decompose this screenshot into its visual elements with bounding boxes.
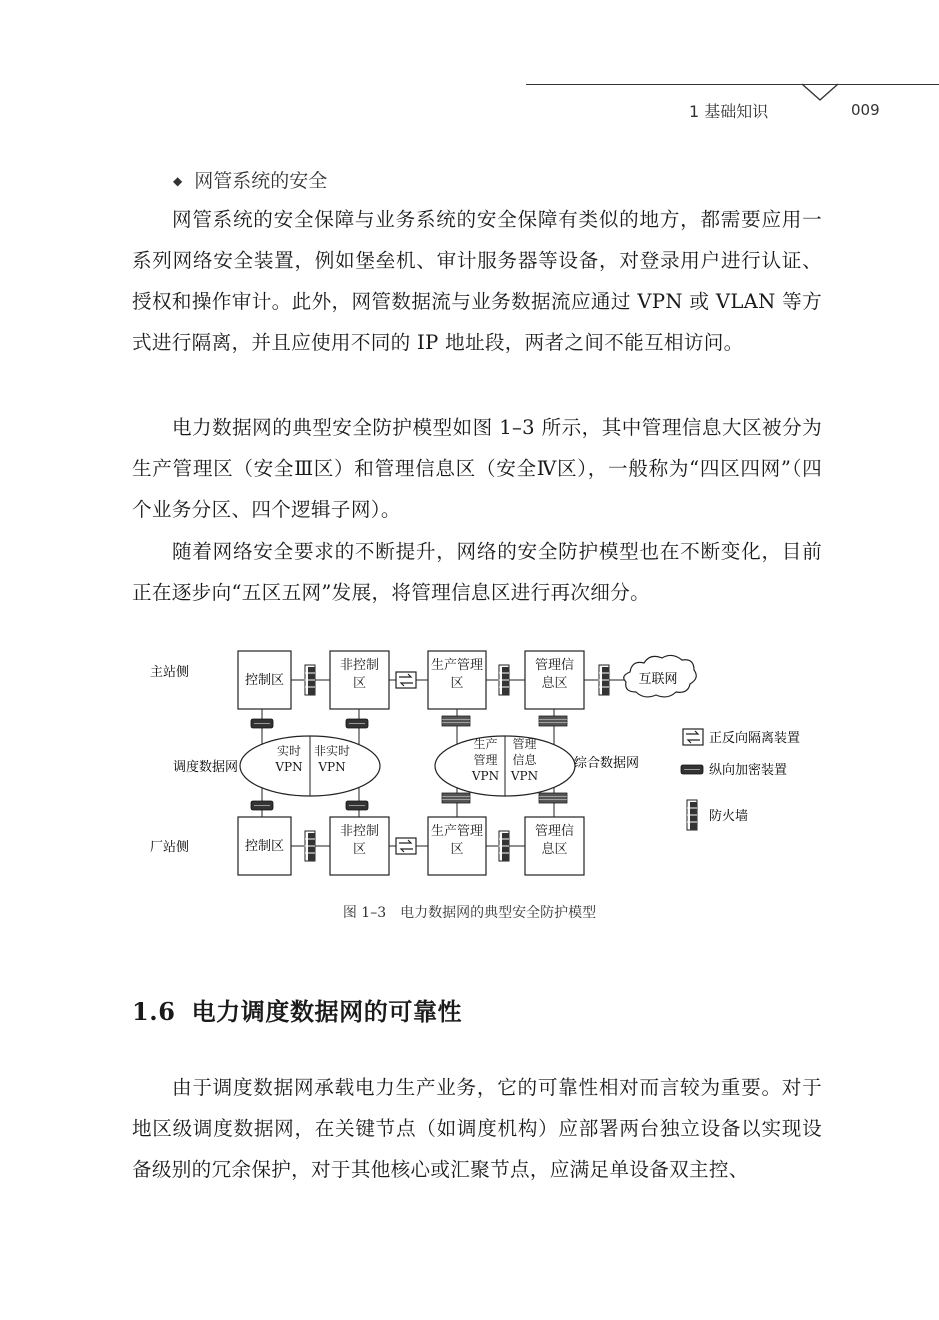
zone-main-production: 生产管理区 — [431, 658, 484, 691]
header-notch — [800, 78, 840, 104]
header-rule — [526, 84, 939, 85]
section-title: 电力调度数据网的可靠性 — [191, 997, 463, 1026]
figure-caption — [0, 902, 939, 922]
zone-main-control: 控制区 — [244, 673, 285, 688]
label-main-station: 主站侧 — [150, 665, 190, 680]
zone-plant-production: 生产管理区 — [431, 824, 484, 857]
figure-number: 图 1–3 — [342, 905, 387, 921]
zone-plant-noncontrol: 非控制区 — [339, 824, 379, 857]
firewall-icon — [305, 831, 315, 861]
vpn-management: 管理信息VPN — [510, 737, 539, 783]
firewall-icon — [499, 831, 509, 861]
firewall-icon — [305, 665, 315, 695]
internet-cloud: 互联网 — [638, 672, 678, 687]
zone-main-noncontrol: 非控制区 — [339, 658, 379, 691]
zone-plant-management: 管理信息区 — [534, 824, 574, 857]
firewall-icon — [499, 665, 509, 695]
rack-device-icon — [539, 716, 567, 726]
firewall-icon — [687, 800, 697, 830]
legend-isolation: 正反向隔离装置 — [709, 731, 801, 746]
paragraph: 网管系统的安全保障与业务系统的安全保障有类似的地方，都需要应用一系列网络安全装置，例如堡垒机、审计服务器等设备，对登录用户进行认证、授权和操作审计。此外，网管数据流与业务数据流应通过 VPN 或 VLAN 等方式进行隔离，并且应使用不同的 IP 地址段，两者之间不能互相访问。 — [132, 208, 822, 354]
paragraph: 随着网络安全要求的不断提升，网络的安全防护模型也在不断变化，目前正在逐步向“五区五网”发展，将管理信息区进行再次细分。 — [132, 540, 822, 604]
section-heading — [132, 992, 462, 1027]
encryption-device-icon — [681, 765, 703, 774]
section-number: 1.6 — [132, 997, 176, 1026]
encryption-device-icon — [346, 719, 368, 728]
bullet-heading-text: 网管系统的安全 — [194, 170, 328, 192]
page-number: 009 — [851, 101, 880, 119]
rack-device-icon — [442, 716, 470, 726]
figure-caption-text: 电力数据网的典型安全防护模型 — [400, 905, 597, 921]
label-integrated-net: 综合数据网 — [574, 756, 640, 771]
encryption-device-icon — [251, 719, 273, 728]
encryption-device-icon — [251, 801, 273, 810]
legend-firewall: 防火墙 — [709, 809, 749, 824]
isolation-device-icon — [396, 838, 416, 854]
label-plant-station: 厂站侧 — [150, 840, 190, 855]
legend-encryption: 纵向加密装置 — [709, 763, 788, 778]
vpn-production: 生产管理VPN — [471, 737, 500, 783]
label-dispatch-net: 调度数据网 — [173, 760, 239, 775]
bullet-heading — [173, 166, 327, 193]
security-model-diagram — [140, 640, 820, 890]
zone-main-management: 管理信息区 — [534, 658, 574, 691]
zone-plant-control: 控制区 — [244, 839, 285, 854]
isolation-device-icon — [396, 672, 416, 688]
paragraph: 电力数据网的典型安全防护模型如图 1–3 所示，其中管理信息大区被分为生产管理区（安全Ⅲ区）和管理信息区（安全Ⅳ区），一般称为“四区四网”（四个业务分区、四个逻辑子网）。 — [132, 416, 822, 521]
encryption-device-icon — [346, 801, 368, 810]
vpn-nonrealtime: 非实时VPN — [313, 744, 350, 774]
section-paragraph: 由于调度数据网承载电力生产业务，它的可靠性相对而言较为重要。对于地区级调度数据网，在关键节点（如调度机构）应部署两台独立设备以实现设备级别的冗余保护，对于其他核心或汇聚节点，应满足单设备双主控、 — [132, 1076, 822, 1181]
vpn-realtime: 实时VPN — [275, 744, 303, 774]
chapter-title: 1 基础知识 — [689, 102, 769, 121]
diamond-bullet-icon: ◆ — [173, 174, 183, 188]
isolation-device-icon — [683, 729, 703, 745]
firewall-icon — [599, 665, 609, 695]
